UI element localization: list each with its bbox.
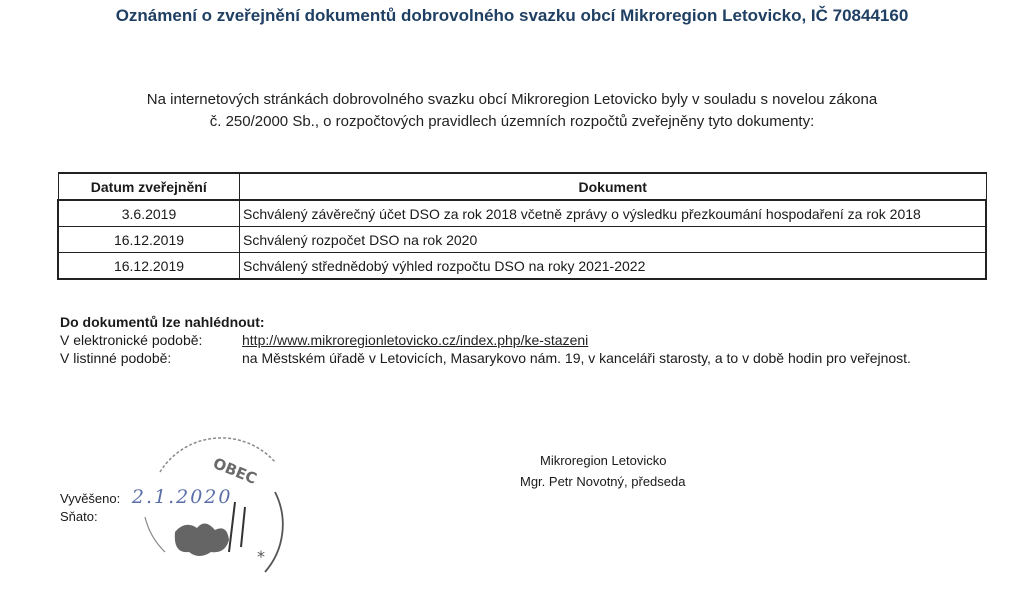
paper-location: na Městském úřadě v Letovicích, Masarykovo nám. 19, v kanceláři starosty, a to v době hodin pro veřejnost.	[242, 350, 911, 366]
svg-text:*: *	[257, 547, 265, 566]
cell-document: Schválený rozpočet DSO na rok 2020	[240, 227, 987, 253]
posting-block	[60, 488, 232, 526]
cell-document: Schválený závěrečný účet DSO za rok 2018 včetně zprávy o výsledku přezkoumání hospodaření za rok 2018	[240, 200, 987, 227]
download-link[interactable]: http://www.mikroregionletovicko.cz/index.php/ke-stazeni	[242, 332, 589, 348]
posted-label: Vyvěšeno:	[60, 491, 121, 506]
cell-date: 16.12.2019	[58, 227, 240, 253]
signature-org: Mikroregion Letovicko	[540, 453, 667, 468]
signature-person: Mgr. Petr Novotný, předseda	[520, 474, 686, 489]
cell-document: Schválený střednědobý výhled rozpočtu DSO na roky 2021-2022	[240, 253, 987, 280]
signature-block	[520, 450, 710, 492]
table-header-row	[58, 173, 986, 200]
table-row	[58, 253, 986, 280]
access-paper-row	[60, 349, 911, 367]
intro-line-2: č. 250/2000 Sb., o rozpočtových pravidlech územních rozpočtů zveřejněny tyto dokumenty:	[209, 113, 815, 130]
table-row	[58, 227, 986, 253]
intro-line-1: Na internetových stránkách dobrovolného svazku obcí Mikroregion Letovicko byly v souladu s novelou zákona	[146, 91, 878, 108]
documents-table	[57, 172, 987, 280]
stamp-text: OBEC	[210, 454, 260, 488]
posted-row	[60, 488, 232, 508]
page-title: Oznámení o zveřejnění dokumentů dobrovolného svazku obcí Mikroregion Letovicko, IČ 70844160	[115, 6, 909, 25]
table-row	[58, 200, 986, 227]
posted-date: 2.1.2020	[131, 486, 233, 508]
cell-date: 3.6.2019	[58, 200, 240, 227]
intro-paragraph	[60, 89, 964, 133]
access-heading: Do dokumentů lze nahlédnout:	[60, 314, 265, 330]
column-header-date: Datum zveřejnění	[58, 173, 240, 200]
access-electronic-row	[60, 331, 911, 349]
column-header-document: Dokument	[240, 173, 987, 200]
removed-label: Sňato:	[60, 509, 98, 524]
cell-date: 16.12.2019	[58, 253, 240, 280]
paper-label: V listinné podobě:	[60, 350, 172, 366]
access-section	[60, 313, 911, 367]
electronic-label: V elektronické podobě:	[60, 332, 203, 348]
